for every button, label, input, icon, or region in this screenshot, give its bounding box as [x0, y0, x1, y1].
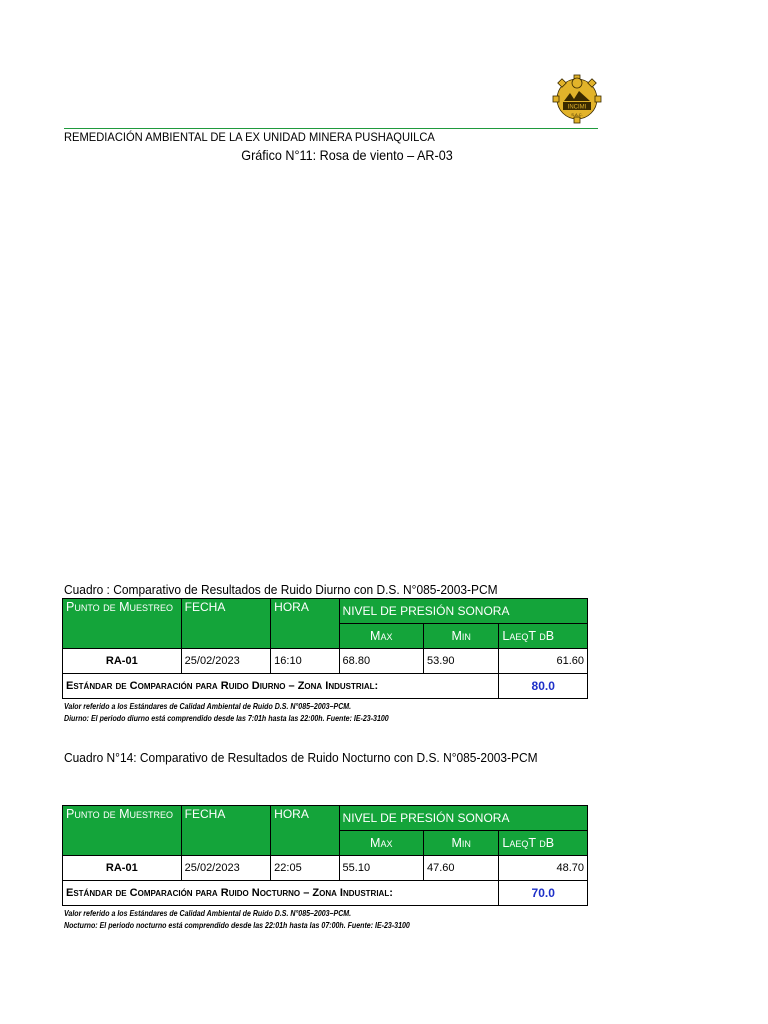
- cell-point: RA-01: [63, 856, 182, 881]
- table-caption-diurno: Cuadro : Comparativo de Resultados de Ruido Diurno con D.S. N°085-2003-PCM: [64, 582, 498, 597]
- note-1: Valor referido a los Estándares de Calidad Ambiental de Ruido D.S. N°085–2003–PCM.: [64, 909, 352, 918]
- note-2: Nocturno: El periodo nocturno está comprendido desde las 22:01h hasta las 07:00h. Fuente: IE-23-3100: [64, 921, 410, 930]
- header-punto: Punto de Muestreo: [63, 599, 182, 649]
- header-nivel: NIVEL DE PRESIÓN SONORA: [339, 599, 587, 624]
- header-max: Max: [339, 624, 423, 649]
- table-nocturno: [62, 805, 588, 906]
- header-laeq: LaeqT dB: [499, 831, 588, 856]
- header-hora: HORA: [271, 806, 339, 856]
- cell-min: 53.90: [424, 649, 499, 674]
- note-1: Valor referido a los Estándares de Calidad Ambiental de Ruido D.S. N°085–2003–PCM.: [64, 702, 352, 711]
- logo-text: INCIMI: [567, 104, 587, 111]
- project-title: REMEDIACIÓN AMBIENTAL DE LA EX UNIDAD MINERA PUSHAQUILCA: [64, 130, 435, 144]
- header-min: Min: [424, 831, 499, 856]
- header-laeq: LaeqT dB: [499, 624, 588, 649]
- cell-point: RA-01: [63, 649, 182, 674]
- standard-label: Estándar de Comparación para Ruido Nocturno – Zona Industrial:: [63, 881, 499, 906]
- cell-laeq: 61.60: [499, 649, 588, 674]
- cell-date: 25/02/2023: [181, 856, 271, 881]
- logo-subtext: S.A.C.: [571, 112, 583, 117]
- header-fecha: FECHA: [181, 806, 271, 856]
- cell-time: 16:10: [271, 649, 339, 674]
- table-diurno: [62, 598, 588, 699]
- graph-title: Gráfico N°11: Rosa de viento – AR-03: [241, 147, 453, 163]
- header-fecha: FECHA: [181, 599, 271, 649]
- header-nivel: NIVEL DE PRESIÓN SONORA: [339, 806, 587, 831]
- note-2: Diurno: El periodo diurno está comprendido desde las 7:01h hasta las 22:00h. Fuente: IE-23-3100: [64, 714, 389, 723]
- incimi-logo: [552, 71, 602, 127]
- standard-value: 70.0: [499, 881, 588, 906]
- header-punto: Punto de Muestreo: [63, 806, 182, 856]
- cell-time: 22:05: [271, 856, 339, 881]
- standard-value: 80.0: [499, 674, 588, 699]
- cell-min: 47.60: [424, 856, 499, 881]
- standard-label: Estándar de Comparación para Ruido Diurno – Zona Industrial:: [63, 674, 499, 699]
- cell-max: 55.10: [339, 856, 423, 881]
- cell-max: 68.80: [339, 649, 423, 674]
- cell-date: 25/02/2023: [181, 649, 271, 674]
- header-min: Min: [424, 624, 499, 649]
- header-rule: [64, 128, 598, 129]
- cell-laeq: 48.70: [499, 856, 588, 881]
- table-caption-nocturno: Cuadro N°14: Comparativo de Resultados de Ruido Nocturno con D.S. N°085-2003-PCM: [64, 750, 538, 765]
- header-max: Max: [339, 831, 423, 856]
- header-hora: HORA: [271, 599, 339, 649]
